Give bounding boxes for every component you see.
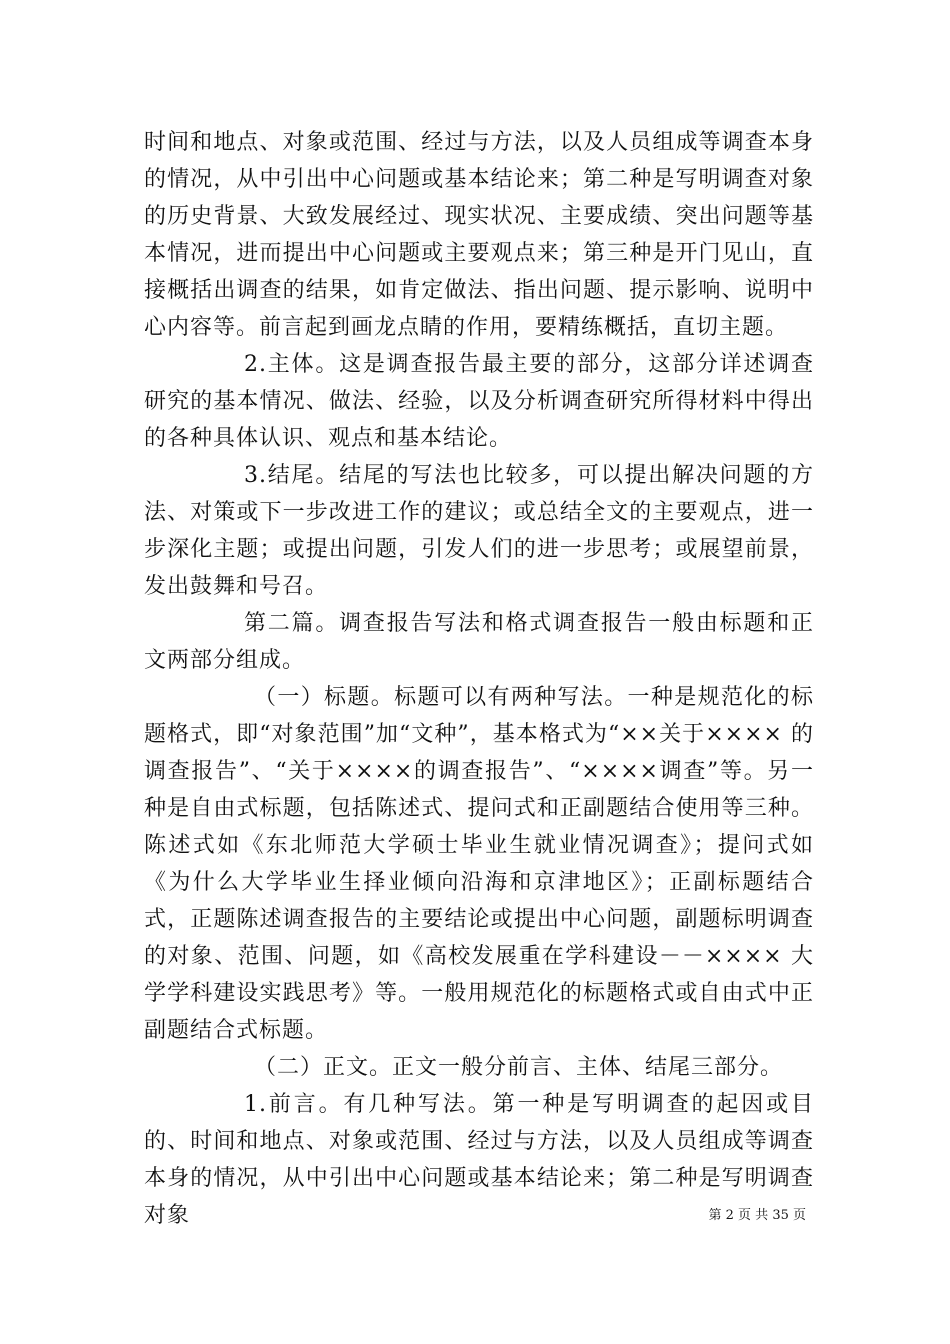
paragraph-chapter-two: 第二篇。调查报告写法和格式调查报告一般由标题和正文两部分组成。 <box>144 611 814 673</box>
paragraph-preface: 1.前言。有几种写法。第一种是写明调查的起因或目的、时间和地点、对象或范围、经过与方法，以及人员组成等调查本身的情况，从中引出中心问题或基本结论来；第二种是写明调查对象 <box>144 1092 814 1228</box>
document-body <box>144 124 814 1234</box>
page-number-footer: 第 2 页 共 35 页 <box>708 1208 806 1223</box>
paragraph-preface-continued: 时间和地点、对象或范围、经过与方法，以及人员组成等调查本身的情况，从中引出中心问题或基本结论来；第二种是写明调查对象的历史背景、大致发展经过、现实状况、主要成绩、突出问题等基本情况，进而提出中心问题或主要观点来；第三种是开门见山，直接概括出调查的结果，如肯定做法、指出问题、提示影响、说明中心内容等。前言起到画龙点睛的作用，要精练概括，直切主题。 <box>144 130 814 340</box>
paragraph-title-section: （一）标题。标题可以有两种写法。一种是规范化的标题格式，即“对象范围”加“文种”，基本格式为“××关于×××× 的调查报告”、“关于××××的调查报告”、“××××调查”等。另一种是自由式标题，包括陈述式、提问式和正副题结合使用等三种。陈述式如《东北师范大学硕士毕业生就业情况调查》；提问式如《为什么大学毕业生择业倾向沿海和京津地区》；正副标题结合式，正题陈述调查报告的主要结论或提出中心问题，副题标明调查的对象、范围、问题，如《高校发展重在学科建设－－×××× 大学学科建设实践思考》等。一般用规范化的标题格式或自由式中正副题结合式标题。 <box>144 685 814 1043</box>
paragraph-text-section: （二）正文。正文一般分前言、主体、结尾三部分。 <box>254 1055 784 1080</box>
paragraph-ending: 3.结尾。结尾的写法也比较多，可以提出解决问题的方法、对策或下一步改进工作的建议；或总结全文的主要观点，进一步深化主题；或提出问题，引发人们的进一步思考；或展望前景，发出鼓舞和号召。 <box>144 463 814 599</box>
paragraph-main-body: 2.主体。这是调查报告最主要的部分，这部分详述调查研究的基本情况、做法、经验，以及分析调查研究所得材料中得出的各种具体认识、观点和基本结论。 <box>144 352 814 451</box>
